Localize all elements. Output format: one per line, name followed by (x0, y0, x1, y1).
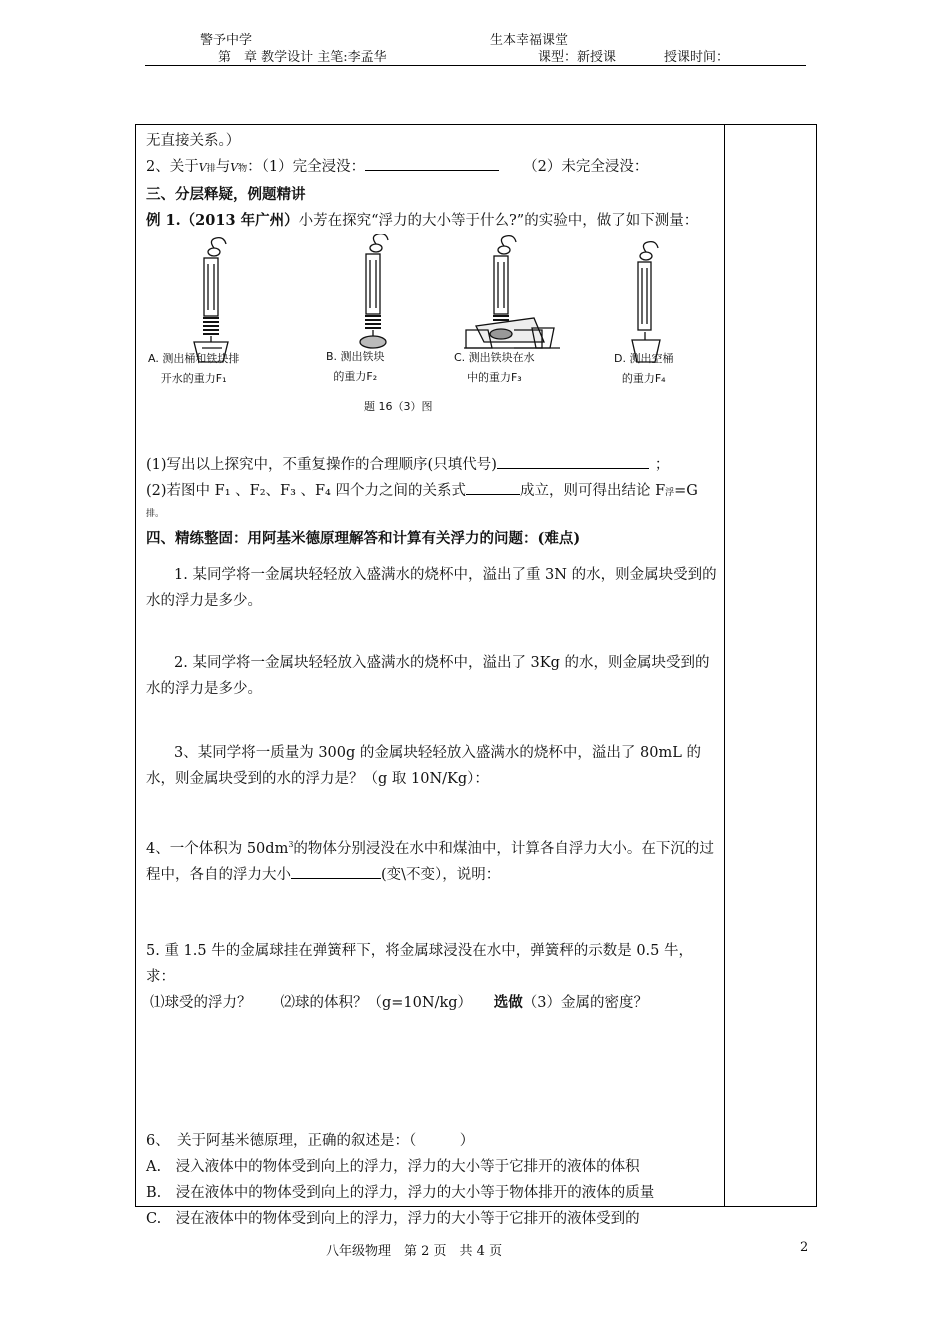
example-text: 小芳在探究“浮力的大小等于什么?”的实验中，做了如下测量： (298, 213, 699, 229)
caption-a (148, 349, 239, 389)
caption-a-line1: A. 测出桶和铁块排 (148, 352, 240, 365)
problem-2: 2. 某同学将一金属块轻轻放入盛满水的烧杯中，溢出了 3Kg 的水，则金属块受到的水的浮力是多少。 (146, 655, 710, 697)
header-lesson-type: 课型：新授课 (538, 50, 617, 65)
main-content (146, 128, 720, 1232)
spring-scale-d (632, 242, 660, 362)
caption-b-line2: 的重力F₂ (333, 370, 378, 383)
section-3-heading: 三、分层释疑，例题精讲 (146, 186, 306, 203)
spring-scale-a (194, 238, 228, 362)
item-2-prefix: 2、关于 (146, 159, 199, 175)
problem-1: 1. 某同学将一金属块轻轻放入盛满水的烧杯中，溢出了重 3N 的水，则金属块受到的水的浮力是多少。 (146, 567, 717, 609)
spring-scale-b (360, 234, 388, 348)
question-1-text: (1)写出以上探究中，不重复操作的合理顺序(只填代号) (146, 457, 497, 473)
item-2 (146, 154, 720, 182)
example-label: 例 1.（2013 年广州） (146, 212, 299, 229)
item-2-part1: ：（1）完全浸没： (247, 159, 366, 175)
problem-5: 5. 重 1.5 牛的金属球挂在弹簧秤下，将金属球浸没在水中，弹簧秤的示数是 0.5 牛，求： (146, 942, 693, 985)
caption-a-line2: 开水的重力F₁ (160, 372, 227, 385)
line-1: 无直接关系。） (146, 133, 241, 149)
blank-change[interactable] (291, 864, 381, 879)
problem-4-c: (变\不变），说明： (381, 866, 501, 883)
experiment-illustration (146, 234, 720, 422)
problem-6: 6、 关于阿基米德原理，正确的叙述是：（ ） (146, 1132, 475, 1149)
v-wu-sub: 物 (238, 164, 248, 174)
option-b: B. 浸在液体中的物体受到向上的浮力，浮力的大小等于物体排开的液体的质量 (146, 1184, 655, 1201)
problem-5-questions (146, 990, 720, 1016)
problem-5-optional: 选做 (493, 993, 523, 1011)
item-2-part2: （2）未完全浸没： (523, 159, 649, 175)
header-school: 警予中学 (200, 33, 253, 48)
question-2-mid: 成立，则可得出结论 F (519, 483, 666, 499)
header-slogan: 生本幸福课堂 (490, 33, 569, 48)
question-2-text: (2)若图中 F₁ 、F₂、F₃ 、F₄ 四个力之间的关系式 (146, 483, 466, 499)
problem-4-b: 的物体分别浸没在水中和煤油中，计算各自浮力大小。在下沉的过程中，各自的浮力大小 (146, 840, 714, 883)
caption-b-line1: B. 测出铁块 (326, 350, 385, 363)
blank-order[interactable] (497, 454, 649, 469)
v-pai-symbol: V (198, 161, 207, 174)
header-lesson-time: 授课时间： (664, 50, 730, 65)
caption-d (614, 349, 673, 389)
figure-title: 题 16（3）图 (364, 400, 433, 413)
question-2-tail: 排。 (146, 509, 165, 519)
v-pai-sub: 排 (206, 164, 216, 174)
header-design-author: 第 章 教学设计 主笔:李孟华 (218, 50, 387, 65)
question-2-sub: 浮 (665, 488, 675, 498)
problem-4-a: 4、一个体积为 50dm (146, 840, 289, 857)
experiment-figure (146, 234, 720, 422)
spring-scale-c (464, 236, 560, 348)
blank-relation[interactable] (466, 480, 520, 495)
v-wu-symbol: V (230, 161, 239, 174)
problem-5-q: ⑴球受的浮力？ ⑵球的体积？（g=10N/kg） (150, 994, 494, 1011)
caption-c-line2: 中的重力F₃ (466, 371, 522, 384)
footer-page-number: 2 (800, 1240, 809, 1255)
problem-5-q3: （3）金属的密度？ (522, 994, 649, 1011)
caption-d-line1: D. 测出空桶 (614, 352, 674, 365)
problem-3: 3、某同学将一质量为 300g 的金属块轻轻放入盛满水的烧杯中，溢出了 80mL 的水，则金属块受到的水的浮力是？（g 取 10N/Kg）： (146, 745, 701, 787)
option-a: A. 浸入液体中的物体受到向上的浮力，浮力的大小等于它排开的液体的体积 (146, 1158, 640, 1175)
footer-page-info: 八年级物理 第 2 页 共 4 页 (326, 1244, 503, 1259)
header-rule (145, 65, 806, 66)
question-1-end: ； (654, 457, 670, 473)
problem-4 (146, 832, 720, 888)
caption-c-line1: C. 测出铁块在水 (454, 351, 535, 364)
table-column-divider (724, 125, 725, 1206)
blank-full-immersion[interactable] (365, 156, 499, 171)
example-1 (146, 208, 720, 234)
and-word: 与 (215, 159, 231, 175)
caption-c (454, 348, 535, 388)
caption-d-line2: 的重力F₄ (621, 372, 666, 385)
problem-4-sup: 3 (288, 840, 294, 849)
option-c: C. 浸在液体中的物体受到向上的浮力，浮力的大小等于它排开的液体受到的 (146, 1210, 640, 1227)
question-2 (146, 478, 720, 506)
section-4-heading: 四、精练整固：用阿基米德原理解答和计算有关浮力的问题：(难点) (146, 530, 581, 547)
question-1 (146, 452, 720, 478)
question-2-end: =G (674, 483, 698, 499)
caption-b (326, 347, 385, 387)
